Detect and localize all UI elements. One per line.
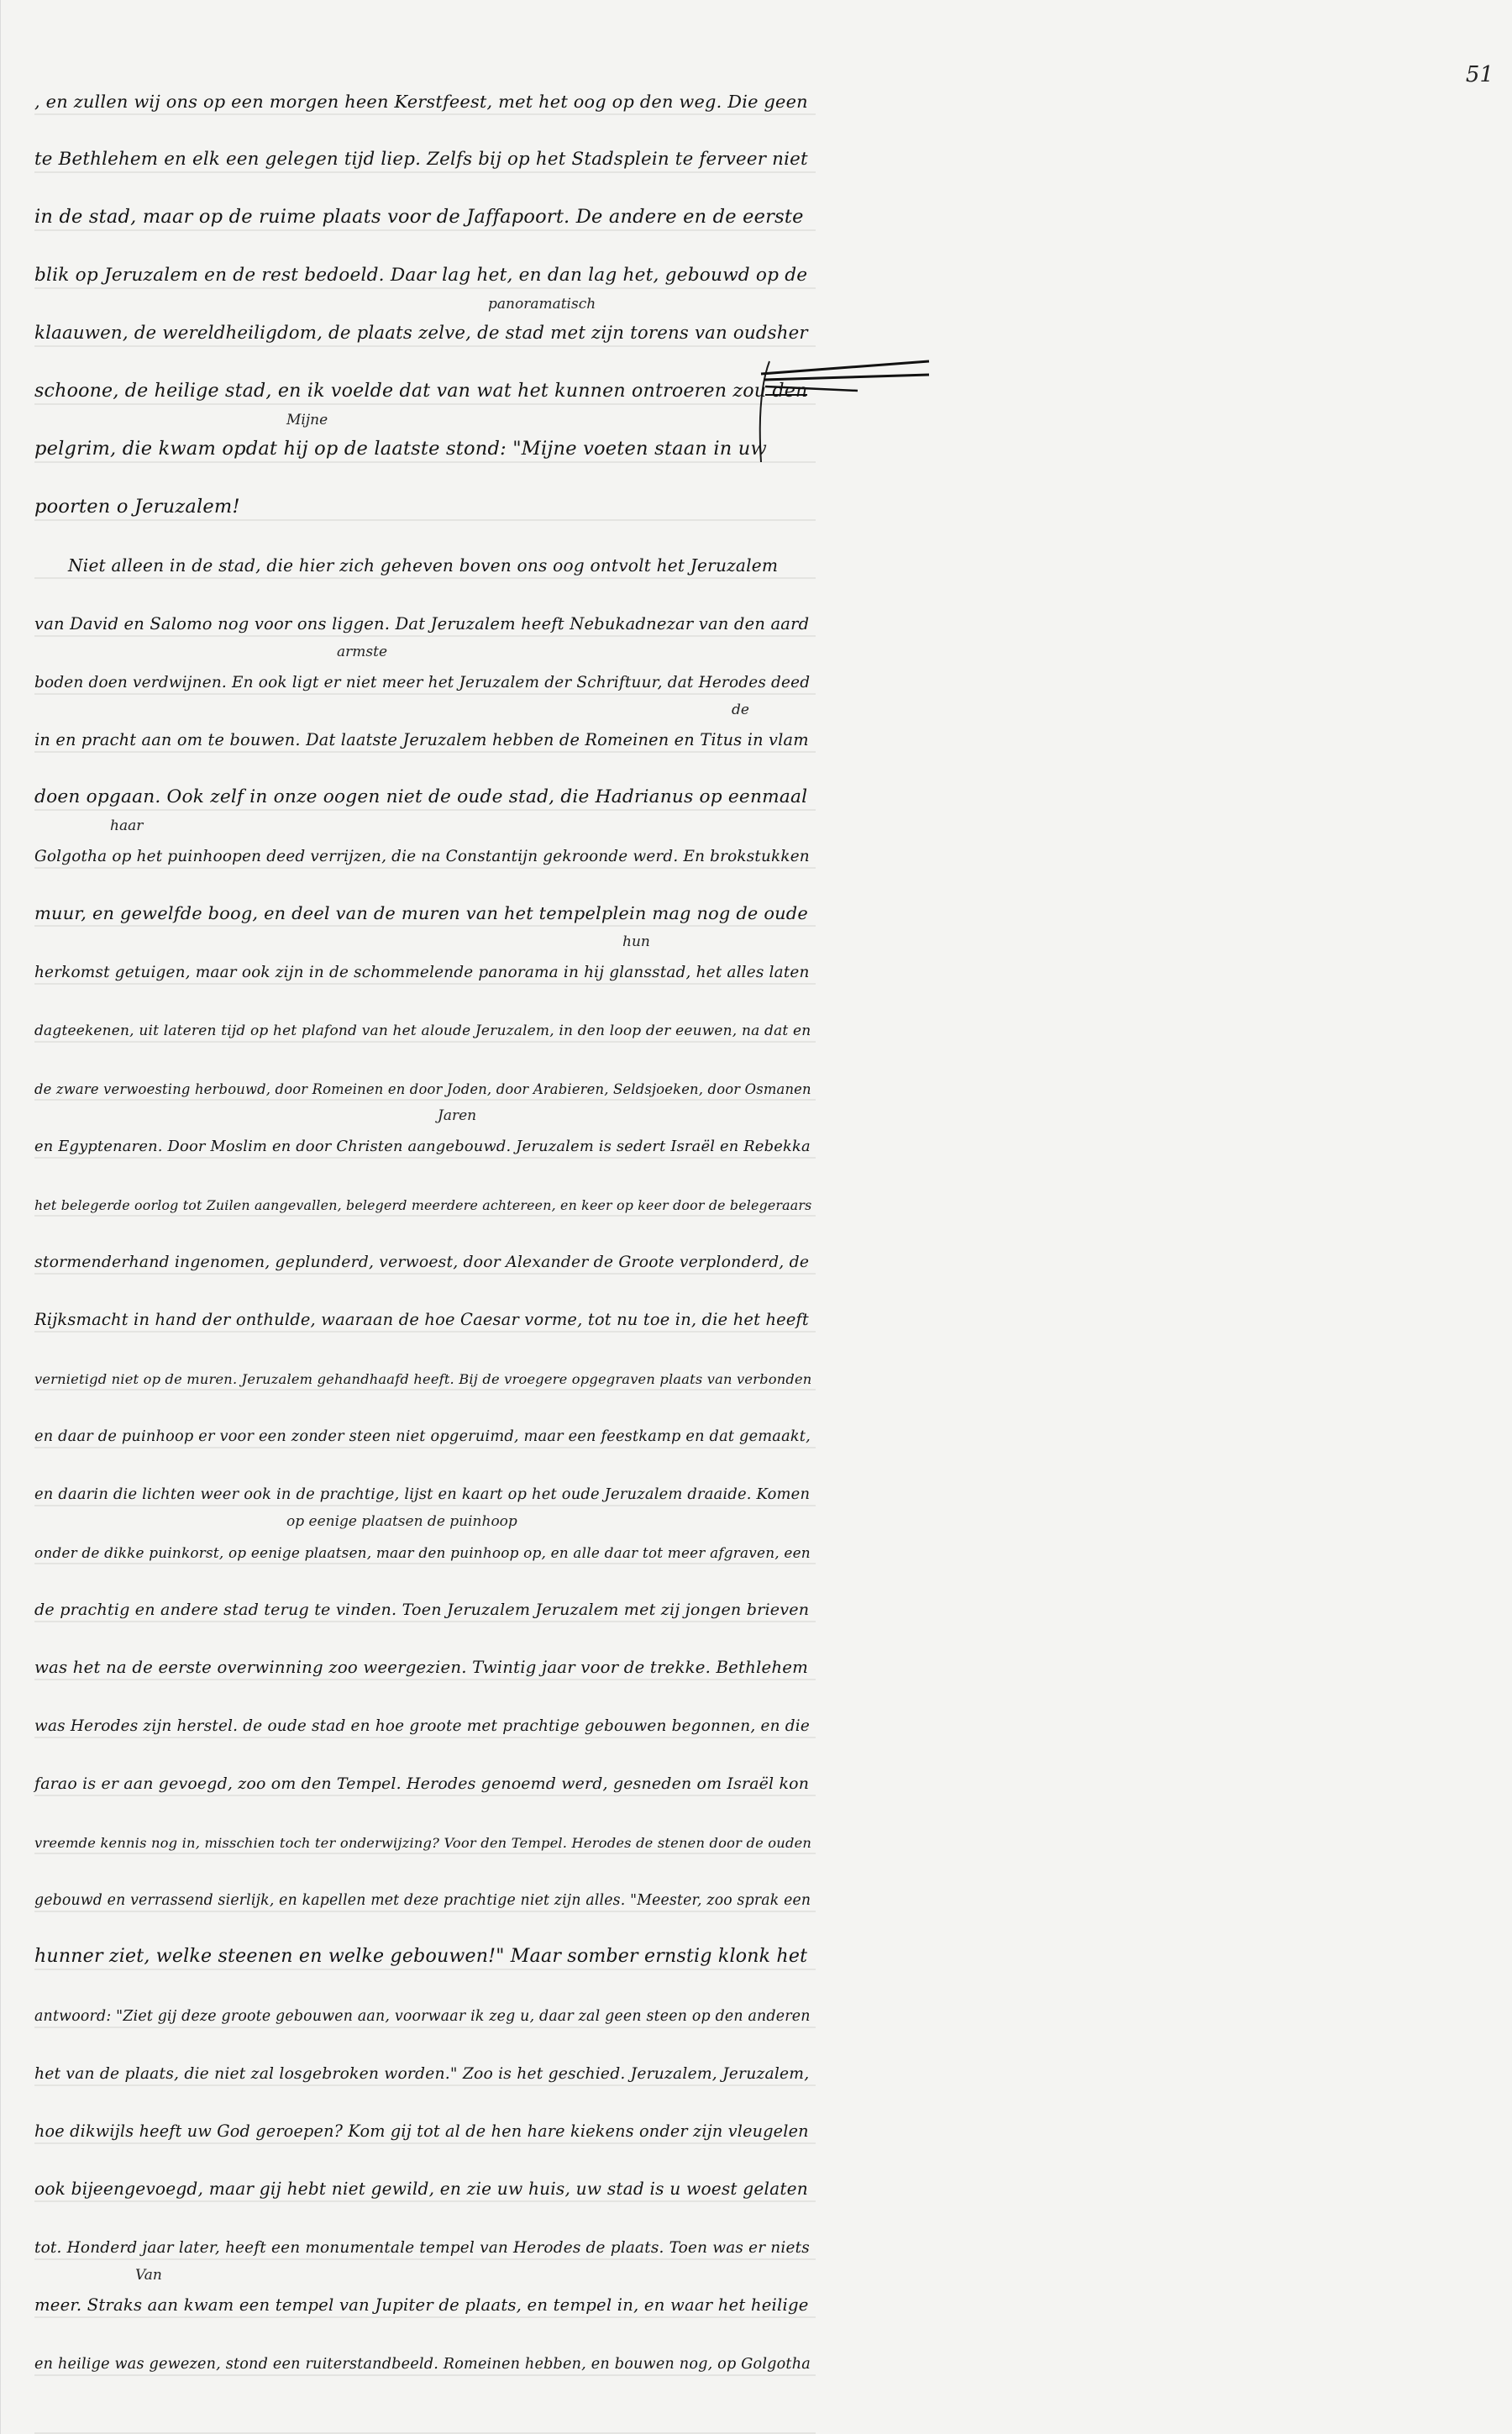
manuscript-line xyxy=(34,59,816,117)
line-text: schoone, de heilige stad, en ik voelde dat van wat het kunnen ontroeren zou den xyxy=(34,380,808,402)
manuscript-line xyxy=(34,1798,816,1856)
manuscript-line xyxy=(34,2088,816,2146)
manuscript-line xyxy=(34,1508,816,1566)
manuscript-line xyxy=(34,2320,816,2378)
line-text: en daar de puinhoop er voor een zonder steen niet opgeruimd, maar een feestkamp en dat gemaakt, xyxy=(34,1428,811,1445)
manuscript-line xyxy=(34,1914,816,1972)
manuscript-line xyxy=(34,1624,816,1682)
line-text: te Bethlehem en elk een gelegen tijd liep. Zelfs bij op het Stadsplein te ferveer niet xyxy=(34,149,808,170)
line-text: onder de dikke puinkorst, op eenige plaatsen, maar den puinhoop op, en alle daar tot meer afgraven, een xyxy=(34,1544,811,1561)
line-text: en daarin die lichten weer ook in de prachtige, lijst en kaart op het oude Jeruzalem draaide. Komen xyxy=(34,1485,811,1503)
manuscript-line xyxy=(34,1740,816,1798)
line-text: tot. Honderd jaar later, heeft een monumentale tempel van Herodes de plaats. Toen was er niets xyxy=(34,2239,810,2257)
page-number: 51 xyxy=(1465,62,1494,87)
manuscript-line xyxy=(34,1218,816,1276)
interlinear-insertion: haar xyxy=(110,817,144,834)
line-text: het van de plaats, die niet zal losgebroken worden." Zoo is het geschied. Jeruzalem, Jeruzalem, xyxy=(34,2065,810,2083)
line-text: farao is er aan gevoegd, zoo om den Tempel. Herodes genoemd werd, gesneden om Israël kon xyxy=(34,1774,810,1793)
line-text: Rijksmacht in hand der onthulde, waaraan de hoe Caesar vorme, tot nu toe in, die het heeft xyxy=(34,1310,809,1329)
manuscript-line xyxy=(34,697,816,754)
line-text: en Egyptenaren. Door Moslim en door Christen aangebouwd. Jeruzalem is sedert Israël en Rebekka xyxy=(34,1138,811,1155)
interlinear-insertion: armste xyxy=(337,644,387,660)
line-text: , en zullen wij ons op een morgen heen Kerstfeest, met het oog op den weg. Die geen xyxy=(34,92,808,112)
manuscript-line xyxy=(34,407,816,465)
line-text: meer. Straks aan kwam een tempel van Jupiter de plaats, en tempel in, en waar het heilige xyxy=(34,2295,809,2315)
interlinear-insertion: Van xyxy=(135,2267,162,2284)
line-text: Niet alleen in de stad, die hier zich geheven boven ons oog ontvolt het Jeruzalem xyxy=(68,555,779,576)
manuscript-line xyxy=(34,1450,816,1508)
manuscript-line xyxy=(34,2204,816,2262)
interlinear-insertion: op eenige plaatsen de puinhoop xyxy=(286,1513,517,1530)
line-text: het belegerde oorlog tot Zuilen aangevallen, belegerd meerdere achtereen, en keer op keer door de belegeraars xyxy=(34,1197,812,1213)
manuscript-line xyxy=(34,1334,816,1392)
manuscript-line xyxy=(34,1392,816,1450)
manuscript-line xyxy=(34,870,816,928)
manuscript-line xyxy=(34,349,816,407)
interlinear-insertion: hun xyxy=(622,933,650,950)
line-text: pelgrim, die kwam opdat hij op de laatste stond: "Mijne voeten staan in uw xyxy=(34,438,767,460)
manuscript-line xyxy=(34,1160,816,1218)
line-text: hoe dikwijls heeft uw God geroepen? Kom gij tot al de hen hare kiekens onder zijn vleugelen xyxy=(34,2121,809,2141)
line-text: vreemde kennis nog in, misschien toch ter onderwijzing? Voor den Tempel. Herodes de stenen door de ouden xyxy=(34,1835,812,1851)
line-text: stormenderhand ingenomen, geplunderd, verwoest, door Alexander de Groote verplonderd, de xyxy=(34,1254,810,1271)
line-text: en heilige was gewezen, stond een ruiterstandbeeld. Romeinen hebben, en bouwen nog, op Golgotha xyxy=(34,2356,811,2373)
line-text: de zware verwoesting herbouwd, door Romeinen en door Joden, door Arabieren, Seldsjoeken, door Osmanen xyxy=(34,1081,811,1097)
manuscript-line xyxy=(34,117,816,175)
line-text: in de stad, maar op de ruime plaats voor de Jaffapoort. De andere en de eerste xyxy=(34,206,804,228)
manuscript-line xyxy=(34,1044,816,1102)
line-text: was Herodes zijn herstel. de oude stad en hoe groote met prachtige gebouwen begonnen, en die xyxy=(34,1717,810,1735)
manuscript-line xyxy=(34,812,816,870)
line-text: blik op Jeruzalem en de rest bedoeld. Daar lag het, en dan lag het, gebouwd op de xyxy=(34,265,808,286)
manuscript-line xyxy=(34,639,816,697)
manuscript-line xyxy=(34,465,816,523)
manuscript-line xyxy=(34,2146,816,2204)
manuscript-line xyxy=(34,1856,816,1914)
line-text: doen opgaan. Ook zelf in onze oogen niet de oude stad, die Hadrianus op eenmaal xyxy=(34,786,808,807)
line-text: klaauwen, de wereldheiligdom, de plaats zelve, de stad met zijn torens van oudsher xyxy=(34,323,808,344)
line-text: antwoord: "Ziet gij deze groote gebouwen aan, voorwaar ik zeg u, daar zal geen steen op den anderen xyxy=(34,2008,811,2025)
interlinear-insertion: de xyxy=(732,702,749,718)
line-text: dagteekenen, uit lateren tijd op het plafond van het aloude Jeruzalem, in den loop der eeuwen, na dat en xyxy=(34,1022,811,1039)
line-text: poorten o Jeruzalem! xyxy=(34,496,240,518)
manuscript-line xyxy=(34,1566,816,1624)
manuscript-line xyxy=(34,581,816,639)
line-text: hunner ziet, welke steenen en welke gebouwen!" Maar somber ernstig klonk het xyxy=(34,1945,808,1967)
line-text: ook bijeengevoegd, maar gij hebt niet gewild, en zie uw huis, uw stad is u woest gelaten xyxy=(34,2179,808,2199)
manuscript-line xyxy=(34,2030,816,2088)
line-text: in en pracht aan om te bouwen. Dat laatste Jeruzalem hebben de Romeinen en Titus in vlam xyxy=(34,730,809,749)
manuscript-line xyxy=(34,175,816,233)
manuscript-line xyxy=(34,1682,816,1740)
line-text: was het na de eerste overwinning zoo weergezien. Twintig jaar voor de trekke. Bethlehem xyxy=(34,1658,808,1677)
manuscript-line xyxy=(34,1972,816,2030)
manuscript-line xyxy=(34,1276,816,1334)
line-text: boden doen verdwijnen. En ook ligt er niet meer het Jeruzalem der Schriftuur, dat Herodes deed xyxy=(34,674,811,691)
manuscript-line xyxy=(34,291,816,349)
line-text: van David en Salomo nog voor ons liggen. Dat Jeruzalem heeft Nebukadnezar van den aard xyxy=(34,614,810,633)
manuscript-line xyxy=(34,986,816,1044)
manuscript-line xyxy=(34,754,816,812)
interlinear-insertion: Jaren xyxy=(438,1107,477,1124)
interlinear-insertion: Mijne xyxy=(286,412,328,428)
manuscript-line xyxy=(34,233,816,291)
manuscript-line xyxy=(34,1102,816,1160)
manuscript-line xyxy=(34,928,816,986)
interlinear-insertion: panoramatisch xyxy=(488,296,596,313)
line-text: herkomst getuigen, maar ook zijn in de schommelende panorama in hij glansstad, het alles laten xyxy=(34,964,810,981)
line-text: muur, en gewelfde boog, en deel van de muren van het tempelplein mag nog de oude xyxy=(34,903,808,923)
manuscript-line xyxy=(34,523,816,581)
line-text: gebouwd en verrassend sierlijk, en kapellen met deze prachtige niet zijn alles. "Meester, zoo sprak een xyxy=(34,1892,811,1909)
line-text: Golgotha op het puinhoopen deed verrijzen, die na Constantijn gekroonde werd. En brokstukken xyxy=(34,848,810,865)
line-text: vernietigd niet op de muren. Jeruzalem gehandhaafd heeft. Bij de vroegere opgegraven plaats van verbonden xyxy=(34,1371,812,1387)
line-text: de prachtig en andere stad terug te vinden. Toen Jeruzalem Jeruzalem met zij jongen brieven xyxy=(34,1600,810,1619)
manuscript-text xyxy=(34,59,816,2378)
manuscript-line xyxy=(34,2262,816,2320)
